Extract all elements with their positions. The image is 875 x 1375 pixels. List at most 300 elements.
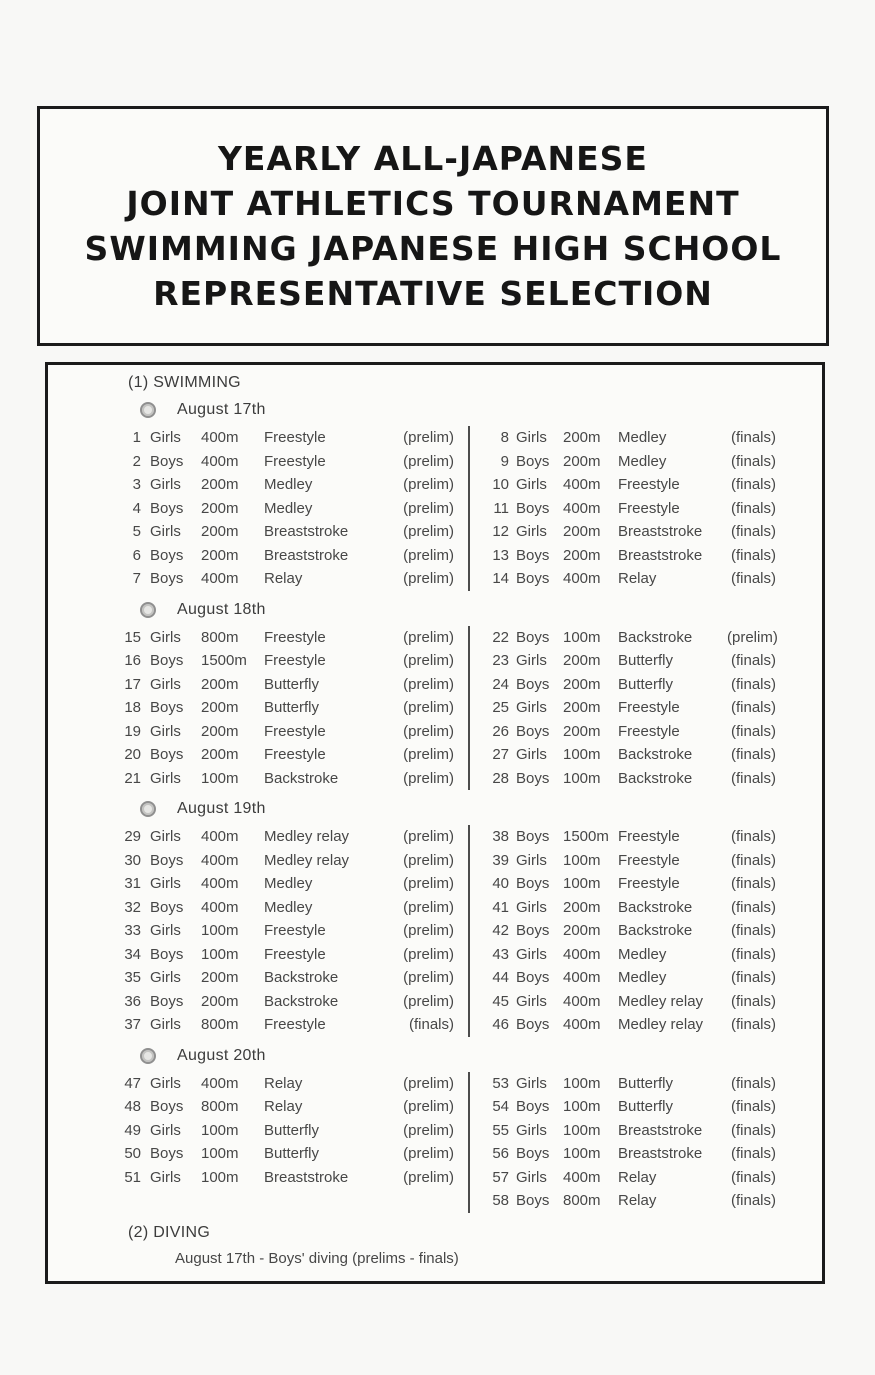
event-row (485, 696, 776, 720)
event-gender: Girls (516, 699, 547, 717)
event-stroke: Medley relay (264, 828, 350, 846)
event-stroke: Medley relay (618, 1016, 704, 1034)
day-body (117, 1072, 822, 1213)
event-num: 43 (492, 945, 509, 963)
event-stroke: Backstroke (264, 769, 339, 787)
event-num: 51 (124, 1168, 141, 1186)
event-distance: 200m (563, 546, 601, 564)
event-row (485, 473, 776, 497)
event-stage: (prelim) (403, 675, 454, 693)
event-stage: (prelim) (403, 722, 454, 740)
event-num: 7 (132, 570, 141, 588)
event-row (485, 1072, 776, 1096)
event-row (485, 626, 776, 650)
event-num: 55 (492, 1121, 509, 1139)
event-num: 21 (124, 769, 141, 787)
event-stroke: Freestyle (618, 476, 680, 494)
day-group (48, 399, 822, 591)
event-stroke: Butterfly (618, 675, 674, 693)
event-row (117, 943, 454, 967)
event-stage: (prelim) (403, 969, 454, 987)
event-num: 58 (492, 1192, 509, 1210)
event-stage: (finals) (730, 452, 776, 470)
event-row (117, 1142, 454, 1166)
event-num: 18 (124, 699, 141, 717)
event-stage: (finals) (730, 1098, 776, 1116)
event-distance: 400m (201, 570, 239, 588)
date-label: August 19th (177, 800, 266, 817)
event-stroke: Medley (264, 898, 313, 916)
event-stroke: Butterfly (618, 1098, 674, 1116)
event-row (117, 1013, 454, 1037)
event-gender: Girls (516, 523, 547, 541)
event-row (485, 966, 776, 990)
event-row (485, 896, 776, 920)
page-title-line-4: REPRESENTATIVE SELECTION (153, 274, 713, 313)
event-num: 16 (124, 652, 141, 670)
event-gender: Girls (150, 1168, 181, 1186)
event-distance: 200m (563, 523, 601, 541)
page-title-line-1: YEARLY ALL-JAPANESE (218, 139, 648, 178)
event-gender: Boys (516, 546, 550, 564)
event-num: 34 (124, 945, 141, 963)
event-distance: 200m (201, 523, 239, 541)
event-stroke: Breaststroke (618, 1121, 703, 1139)
event-distance: 200m (563, 699, 601, 717)
event-distance: 200m (563, 898, 601, 916)
event-row (117, 649, 454, 673)
event-num: 12 (492, 523, 509, 541)
event-num: 20 (124, 746, 141, 764)
event-distance: 200m (563, 429, 601, 447)
event-distance: 1500m (201, 652, 247, 670)
event-row (485, 919, 776, 943)
event-row (117, 966, 454, 990)
event-row (485, 497, 776, 521)
event-stage: (finals) (730, 1145, 776, 1163)
event-stroke: Backstroke (264, 992, 339, 1010)
day-group (48, 599, 822, 791)
event-distance: 200m (563, 652, 601, 670)
event-stage: (finals) (730, 699, 776, 717)
event-gender: Boys (150, 499, 184, 517)
event-stroke: Backstroke (618, 746, 693, 764)
day-body (117, 626, 822, 791)
event-row (485, 450, 776, 474)
event-stage: (prelim) (403, 570, 454, 588)
event-distance: 200m (201, 499, 239, 517)
event-gender: Girls (150, 476, 181, 494)
event-stage: (prelim) (727, 628, 778, 646)
event-stroke: Backstroke (618, 628, 693, 646)
event-stroke: Breaststroke (264, 1168, 349, 1186)
event-distance: 800m (201, 1098, 239, 1116)
event-distance: 100m (563, 746, 601, 764)
event-stroke: Freestyle (264, 652, 326, 670)
event-stage: (finals) (730, 1168, 776, 1186)
event-stage: (prelim) (403, 828, 454, 846)
column-divider-line (468, 426, 470, 591)
event-stroke: Breaststroke (264, 546, 349, 564)
event-row (485, 1166, 776, 1190)
event-distance: 200m (563, 675, 601, 693)
event-num: 35 (124, 969, 141, 987)
event-distance: 400m (563, 1168, 601, 1186)
event-row (117, 896, 454, 920)
event-stage: (finals) (730, 675, 776, 693)
event-gender: Boys (516, 675, 550, 693)
event-gender: Girls (516, 746, 547, 764)
event-gender: Girls (150, 769, 181, 787)
events-column-right (485, 1072, 776, 1213)
event-gender: Girls (516, 1168, 547, 1186)
event-distance: 200m (201, 476, 239, 494)
event-gender: Boys (516, 1016, 550, 1034)
event-row (117, 1072, 454, 1096)
event-gender: Girls (516, 945, 547, 963)
event-row (117, 849, 454, 873)
event-stage: (prelim) (403, 992, 454, 1010)
day-header (140, 399, 822, 421)
event-num: 11 (493, 499, 509, 517)
event-row (485, 1189, 776, 1213)
event-stroke: Medley (618, 945, 667, 963)
event-gender: Boys (150, 699, 184, 717)
event-stroke: Freestyle (618, 722, 680, 740)
event-stage: (finals) (730, 652, 776, 670)
event-gender: Boys (150, 452, 184, 470)
event-distance: 100m (563, 628, 601, 646)
event-gender: Boys (150, 746, 184, 764)
event-stroke: Medley (264, 476, 313, 494)
event-row (117, 567, 454, 591)
event-stage: (prelim) (403, 699, 454, 717)
event-distance: 400m (201, 1074, 239, 1092)
event-gender: Boys (516, 570, 550, 588)
event-stroke: Freestyle (264, 722, 326, 740)
event-stroke: Butterfly (264, 1145, 320, 1163)
events-column-right (485, 626, 776, 791)
event-row (117, 919, 454, 943)
event-distance: 200m (563, 452, 601, 470)
date-label: August 18th (177, 600, 266, 618)
event-gender: Girls (150, 628, 181, 646)
event-stage: (prelim) (403, 523, 454, 541)
event-distance: 100m (201, 922, 239, 940)
event-gender: Girls (516, 1121, 547, 1139)
event-num: 36 (124, 992, 141, 1010)
event-num: 13 (492, 546, 509, 564)
event-stroke: Butterfly (264, 1121, 320, 1139)
event-stroke: Freestyle (264, 452, 326, 470)
event-gender: Girls (516, 851, 547, 869)
event-stage: (finals) (730, 1074, 776, 1092)
event-gender: Boys (516, 922, 550, 940)
event-gender: Boys (150, 570, 184, 588)
column-divider-line (468, 626, 470, 791)
event-gender: Boys (150, 992, 184, 1010)
event-gender: Girls (516, 992, 547, 1010)
event-stroke: Medley (264, 499, 313, 517)
event-num: 57 (492, 1168, 509, 1186)
day-group (48, 798, 822, 1037)
event-num: 50 (124, 1145, 141, 1163)
event-distance: 100m (563, 1145, 601, 1163)
event-row (485, 743, 776, 767)
date-bullet-icon (140, 1048, 156, 1064)
day-header (140, 1045, 822, 1067)
event-stroke: Relay (264, 1074, 303, 1092)
event-distance: 400m (201, 851, 239, 869)
event-gender: Girls (150, 922, 181, 940)
event-row (117, 626, 454, 650)
event-stroke: Backstroke (618, 769, 693, 787)
event-gender: Boys (516, 452, 550, 470)
event-stroke: Freestyle (264, 922, 326, 940)
event-row (485, 943, 776, 967)
event-stroke: Freestyle (618, 875, 680, 893)
event-distance: 400m (563, 570, 601, 588)
event-stage: (prelim) (403, 652, 454, 670)
event-num: 19 (124, 722, 141, 740)
event-row (485, 849, 776, 873)
event-num: 32 (124, 898, 141, 916)
event-num: 53 (492, 1074, 509, 1092)
event-row (117, 743, 454, 767)
events-column-left (117, 1072, 454, 1213)
event-num: 56 (492, 1145, 509, 1163)
page-title-line-3: SWIMMING JAPANESE HIGH SCHOOL (84, 229, 782, 268)
event-stage: (finals) (730, 722, 776, 740)
day-group (48, 1045, 822, 1213)
event-gender: Girls (150, 429, 181, 447)
event-num: 17 (124, 675, 141, 693)
event-stage: (finals) (730, 746, 776, 764)
events-column-left (117, 426, 454, 591)
diving-section-heading: (2) DIVING (128, 1223, 211, 1241)
event-distance: 100m (563, 851, 601, 869)
event-stroke: Backstroke (264, 969, 339, 987)
date-label: August 20th (177, 1046, 266, 1064)
event-distance: 400m (563, 499, 601, 517)
event-row (485, 1142, 776, 1166)
event-stage: (prelim) (403, 769, 454, 787)
event-stroke: Medley (618, 452, 667, 470)
event-row (485, 1013, 776, 1037)
event-stroke: Relay (618, 1192, 657, 1210)
column-divider-line (468, 1072, 470, 1213)
event-row (117, 1119, 454, 1143)
event-stage: (finals) (730, 851, 776, 869)
event-stage: (prelim) (403, 1168, 454, 1186)
event-stage: (prelim) (403, 429, 454, 447)
event-row (117, 520, 454, 544)
event-stroke: Butterfly (618, 1074, 674, 1092)
event-num: 40 (492, 875, 509, 893)
event-row (485, 1119, 776, 1143)
swimming-section-heading: (1) SWIMMING (128, 374, 241, 391)
event-num: 38 (492, 828, 509, 846)
event-row (117, 990, 454, 1014)
event-distance: 400m (201, 898, 239, 916)
event-num: 49 (124, 1121, 141, 1139)
event-num: 23 (492, 652, 509, 670)
event-gender: Girls (150, 523, 181, 541)
event-stroke: Freestyle (618, 699, 680, 717)
event-stroke: Freestyle (264, 628, 326, 646)
event-distance: 200m (563, 722, 601, 740)
event-distance: 200m (201, 546, 239, 564)
event-stroke: Backstroke (618, 898, 693, 916)
event-distance: 800m (563, 1192, 601, 1210)
event-distance: 400m (563, 476, 601, 494)
event-num: 5 (132, 523, 141, 541)
event-distance: 400m (201, 452, 239, 470)
event-stroke: Freestyle (264, 1016, 326, 1034)
event-row (485, 720, 776, 744)
page-title-line-2: JOINT ATHLETICS TOURNAMENT (126, 184, 740, 223)
event-gender: Boys (150, 1145, 184, 1163)
column-divider-line (468, 825, 470, 1037)
event-stage: (prelim) (403, 945, 454, 963)
event-stage: (prelim) (403, 476, 454, 494)
event-row (485, 649, 776, 673)
event-row (117, 473, 454, 497)
event-stroke: Freestyle (264, 746, 326, 764)
event-stroke: Butterfly (264, 675, 320, 693)
event-distance: 100m (201, 769, 239, 787)
day-body (117, 426, 822, 591)
event-gender: Boys (516, 969, 550, 987)
event-stroke: Medley (264, 875, 313, 893)
event-distance: 100m (563, 1121, 601, 1139)
events-column-right (485, 426, 776, 591)
event-stage: (prelim) (403, 499, 454, 517)
event-stage: (finals) (730, 570, 776, 588)
event-gender: Boys (516, 875, 550, 893)
event-gender: Boys (150, 652, 184, 670)
event-distance: 100m (201, 1121, 239, 1139)
day-header (140, 798, 822, 820)
date-bullet-icon (140, 402, 156, 418)
event-num: 10 (492, 476, 509, 494)
event-stroke: Medley relay (618, 992, 704, 1010)
event-num: 26 (492, 722, 509, 740)
event-stage: (finals) (408, 1016, 454, 1034)
event-num: 2 (132, 452, 141, 470)
event-stage: (prelim) (403, 875, 454, 893)
event-gender: Girls (516, 898, 547, 916)
event-stroke: Relay (618, 1168, 657, 1186)
event-distance: 400m (563, 1016, 601, 1034)
event-num: 47 (124, 1074, 141, 1092)
event-num: 41 (492, 898, 509, 916)
event-stage: (finals) (730, 499, 776, 517)
event-stroke: Breaststroke (618, 523, 703, 541)
event-distance: 100m (201, 1145, 239, 1163)
event-stage: (finals) (730, 769, 776, 787)
date-bullet-icon (140, 801, 156, 817)
event-distance: 100m (201, 945, 239, 963)
events-column-right (485, 825, 776, 1037)
event-distance: 200m (201, 969, 239, 987)
event-row (485, 767, 776, 791)
event-stroke: Freestyle (618, 851, 680, 869)
event-distance: 800m (201, 628, 239, 646)
event-gender: Boys (516, 1192, 550, 1210)
event-stage: (prelim) (403, 1074, 454, 1092)
event-gender: Girls (150, 1121, 181, 1139)
event-distance: 100m (563, 1098, 601, 1116)
event-stroke: Medley (618, 969, 667, 987)
event-num: 39 (492, 851, 509, 869)
event-stage: (finals) (730, 922, 776, 940)
event-stroke: Freestyle (264, 429, 326, 447)
event-row (485, 426, 776, 450)
event-stroke: Butterfly (264, 699, 320, 717)
event-distance: 800m (201, 1016, 239, 1034)
event-row (485, 544, 776, 568)
event-row (117, 450, 454, 474)
event-row (117, 497, 454, 521)
event-row (117, 825, 454, 849)
event-distance: 400m (201, 429, 239, 447)
event-num: 14 (492, 570, 509, 588)
event-stroke: Relay (264, 1098, 303, 1116)
event-row (117, 696, 454, 720)
event-stage: (finals) (730, 992, 776, 1010)
event-gender: Boys (516, 769, 550, 787)
event-stage: (finals) (730, 1192, 776, 1210)
event-gender: Boys (150, 851, 184, 869)
event-row (485, 872, 776, 896)
events-column-left (117, 626, 454, 791)
event-stage: (finals) (730, 476, 776, 494)
event-stage: (finals) (730, 546, 776, 564)
event-stroke: Medley relay (264, 851, 350, 869)
event-stroke: Breaststroke (618, 546, 703, 564)
event-gender: Girls (516, 1074, 547, 1092)
event-gender: Boys (150, 546, 184, 564)
day-header (140, 599, 822, 621)
event-num: 4 (132, 499, 141, 517)
event-num: 37 (124, 1016, 141, 1034)
event-gender: Girls (150, 969, 181, 987)
event-row (117, 767, 454, 791)
event-row (117, 544, 454, 568)
event-gender: Boys (150, 1098, 184, 1116)
event-num: 1 (132, 429, 141, 447)
event-gender: Girls (150, 828, 181, 846)
event-row (485, 673, 776, 697)
event-stroke: Relay (618, 570, 657, 588)
event-gender: Boys (516, 628, 550, 646)
event-stage: (prelim) (403, 1098, 454, 1116)
event-distance: 100m (563, 769, 601, 787)
event-stage: (prelim) (403, 922, 454, 940)
event-stroke: Freestyle (618, 828, 680, 846)
event-num: 15 (124, 628, 141, 646)
event-row (117, 426, 454, 450)
date-label: August 17th (177, 401, 266, 418)
event-distance: 200m (201, 746, 239, 764)
event-distance: 400m (563, 992, 601, 1010)
event-distance: 400m (201, 875, 239, 893)
event-gender: Boys (150, 945, 184, 963)
event-gender: Boys (516, 828, 550, 846)
diving-detail: August 17th - Boys' diving (prelims - finals) (175, 1249, 459, 1267)
event-gender: Boys (516, 1098, 550, 1116)
